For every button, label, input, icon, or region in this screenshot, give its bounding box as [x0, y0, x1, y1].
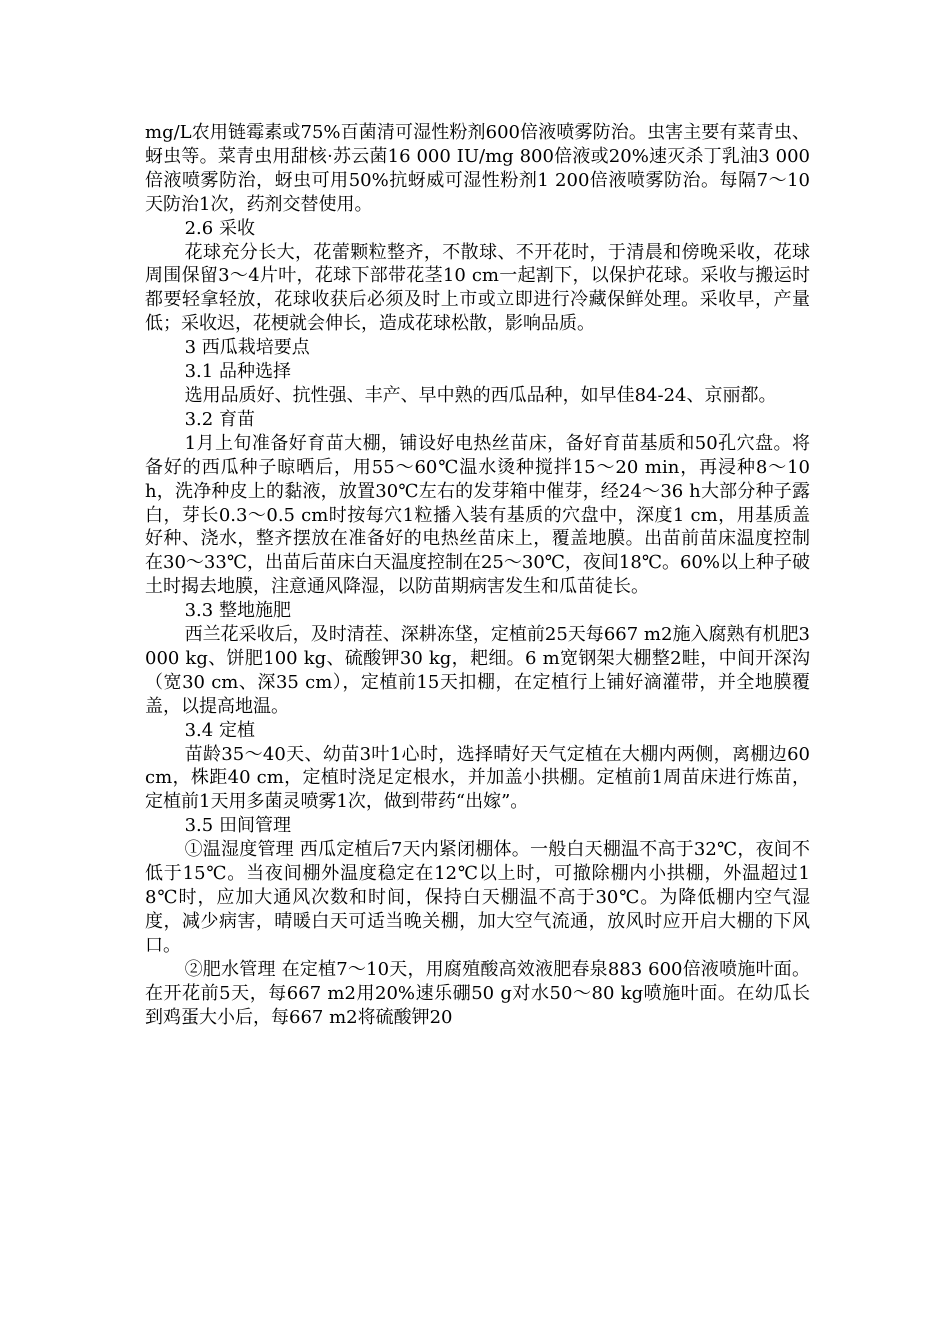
heading-3-2-seedling: 3.2 育苗 [184, 408, 255, 430]
paragraph-seedling: 1月上旬准备好育苗大棚，铺设好电热丝苗床，备好育苗基质和50孔穴盘。将备好的西瓜种子晾晒后，用55～60℃温水烫种搅拌15～20 min，再浸种8～10 h，洗净种皮上的黏液，放置30℃左右的发芽箱中催芽，经24～36 h大部分种子露白，芽长0.3～0.5 cm时按每穴1粒播入装有基质的穴盘中，深度1 cm，用基质盖好种、浇水，整齐摆放在准备好的电热丝苗床上，覆盖地膜。出苗前苗床温度控制在30～33℃，出苗后苗床白天温度控制在25～30℃，夜间18℃。60%以上种子破土时揭去地膜，注意通风降湿，以防苗期病害发生和瓜苗徒长。 [145, 432, 816, 598]
document-page [145, 121, 816, 1029]
heading-2-6-harvest: 2.6 采收 [184, 217, 255, 239]
paragraph-harvest: 花球充分长大，花蕾颗粒整齐，不散球、不开花时，于清晨和傍晚采收，花球周围保留3～4片叶，花球下部带花茎10 cm一起割下，以保护花球。采收与搬运时都要轻拿轻放，花球收获后必须及时上市或立即进行冷藏保鲜处理。采收早，产量低；采收迟，花梗就会伸长，造成花球松散，影响品质。 [145, 241, 810, 335]
heading-3-4-planting: 3.4 定植 [184, 719, 255, 741]
heading-3-5-field: 3.5 田间管理 [184, 815, 291, 837]
paragraph-soil: 西兰花采收后，及时清茬、深耕冻垡，定植前25天每667 m2施入腐熟有机肥3 000 kg、饼肥100 kg、硫酸钾30 kg，耙细。6 m宽钢架大棚整2畦，中间开深沟（宽30 cm、深35 cm），定植前15天扣棚，在定植行上铺好滴灌带，并全地膜覆盖，以提高地温。 [145, 624, 816, 717]
paragraph-temperature: ①温湿度管理 西瓜定植后7天内紧闭棚体。一般白天棚温不高于32℃，夜间不低于15℃。当夜间棚外温度稳定在12℃以上时，可撤除棚内小拱棚，外温超过18℃时，应加大通风次数和时间，保持白天棚温不高于30℃。为降低棚内空气湿度，减少病害，晴暖白天可适当晚关棚，加大空气流通，放风时应开启大棚的下风口。 [145, 839, 810, 956]
heading-3-watermelon: 3 西瓜栽培要点 [184, 337, 310, 359]
paragraph-fertilizer: ②肥水管理 在定植7～10天，用腐殖酸高效液肥春泉883 600倍液喷施叶面。在开花前5天，每667 m2用20%速乐硼50 g对水50～80 kg喷施叶面。在幼瓜长到鸡蛋大小后，每667 m2将硫酸钾20 [145, 958, 810, 1028]
heading-3-1-variety: 3.1 品种选择 [184, 361, 291, 383]
paragraph-pest-control: mg/L农用链霉素或75%百菌清可湿性粉剂600倍液喷雾防治。虫害主要有菜青虫、蚜虫等。菜青虫用甜核·苏云菌16 000 IU/mg 800倍液或20%速灭杀丁乳油3 000倍液喷雾防治，蚜虫可用50%抗蚜威可湿性粉剂1 200倍液喷雾防治。每隔7～10天防治1次，药剂交替使用。 [145, 122, 810, 215]
heading-3-3-soil: 3.3 整地施肥 [184, 600, 291, 622]
paragraph-planting: 苗龄35～40天、幼苗3叶1心时，选择晴好天气定植在大棚内两侧，离棚边60 cm，株距40 cm，定植时浇足定根水，并加盖小拱棚。定植前1周苗床进行炼苗，定植前1天用多菌灵喷雾1次，做到带药“出嫁”。 [145, 743, 816, 813]
paragraph-variety: 选用品质好、抗性强、丰产、早中熟的西瓜品种，如早佳84-24、京丽都。 [184, 384, 777, 406]
